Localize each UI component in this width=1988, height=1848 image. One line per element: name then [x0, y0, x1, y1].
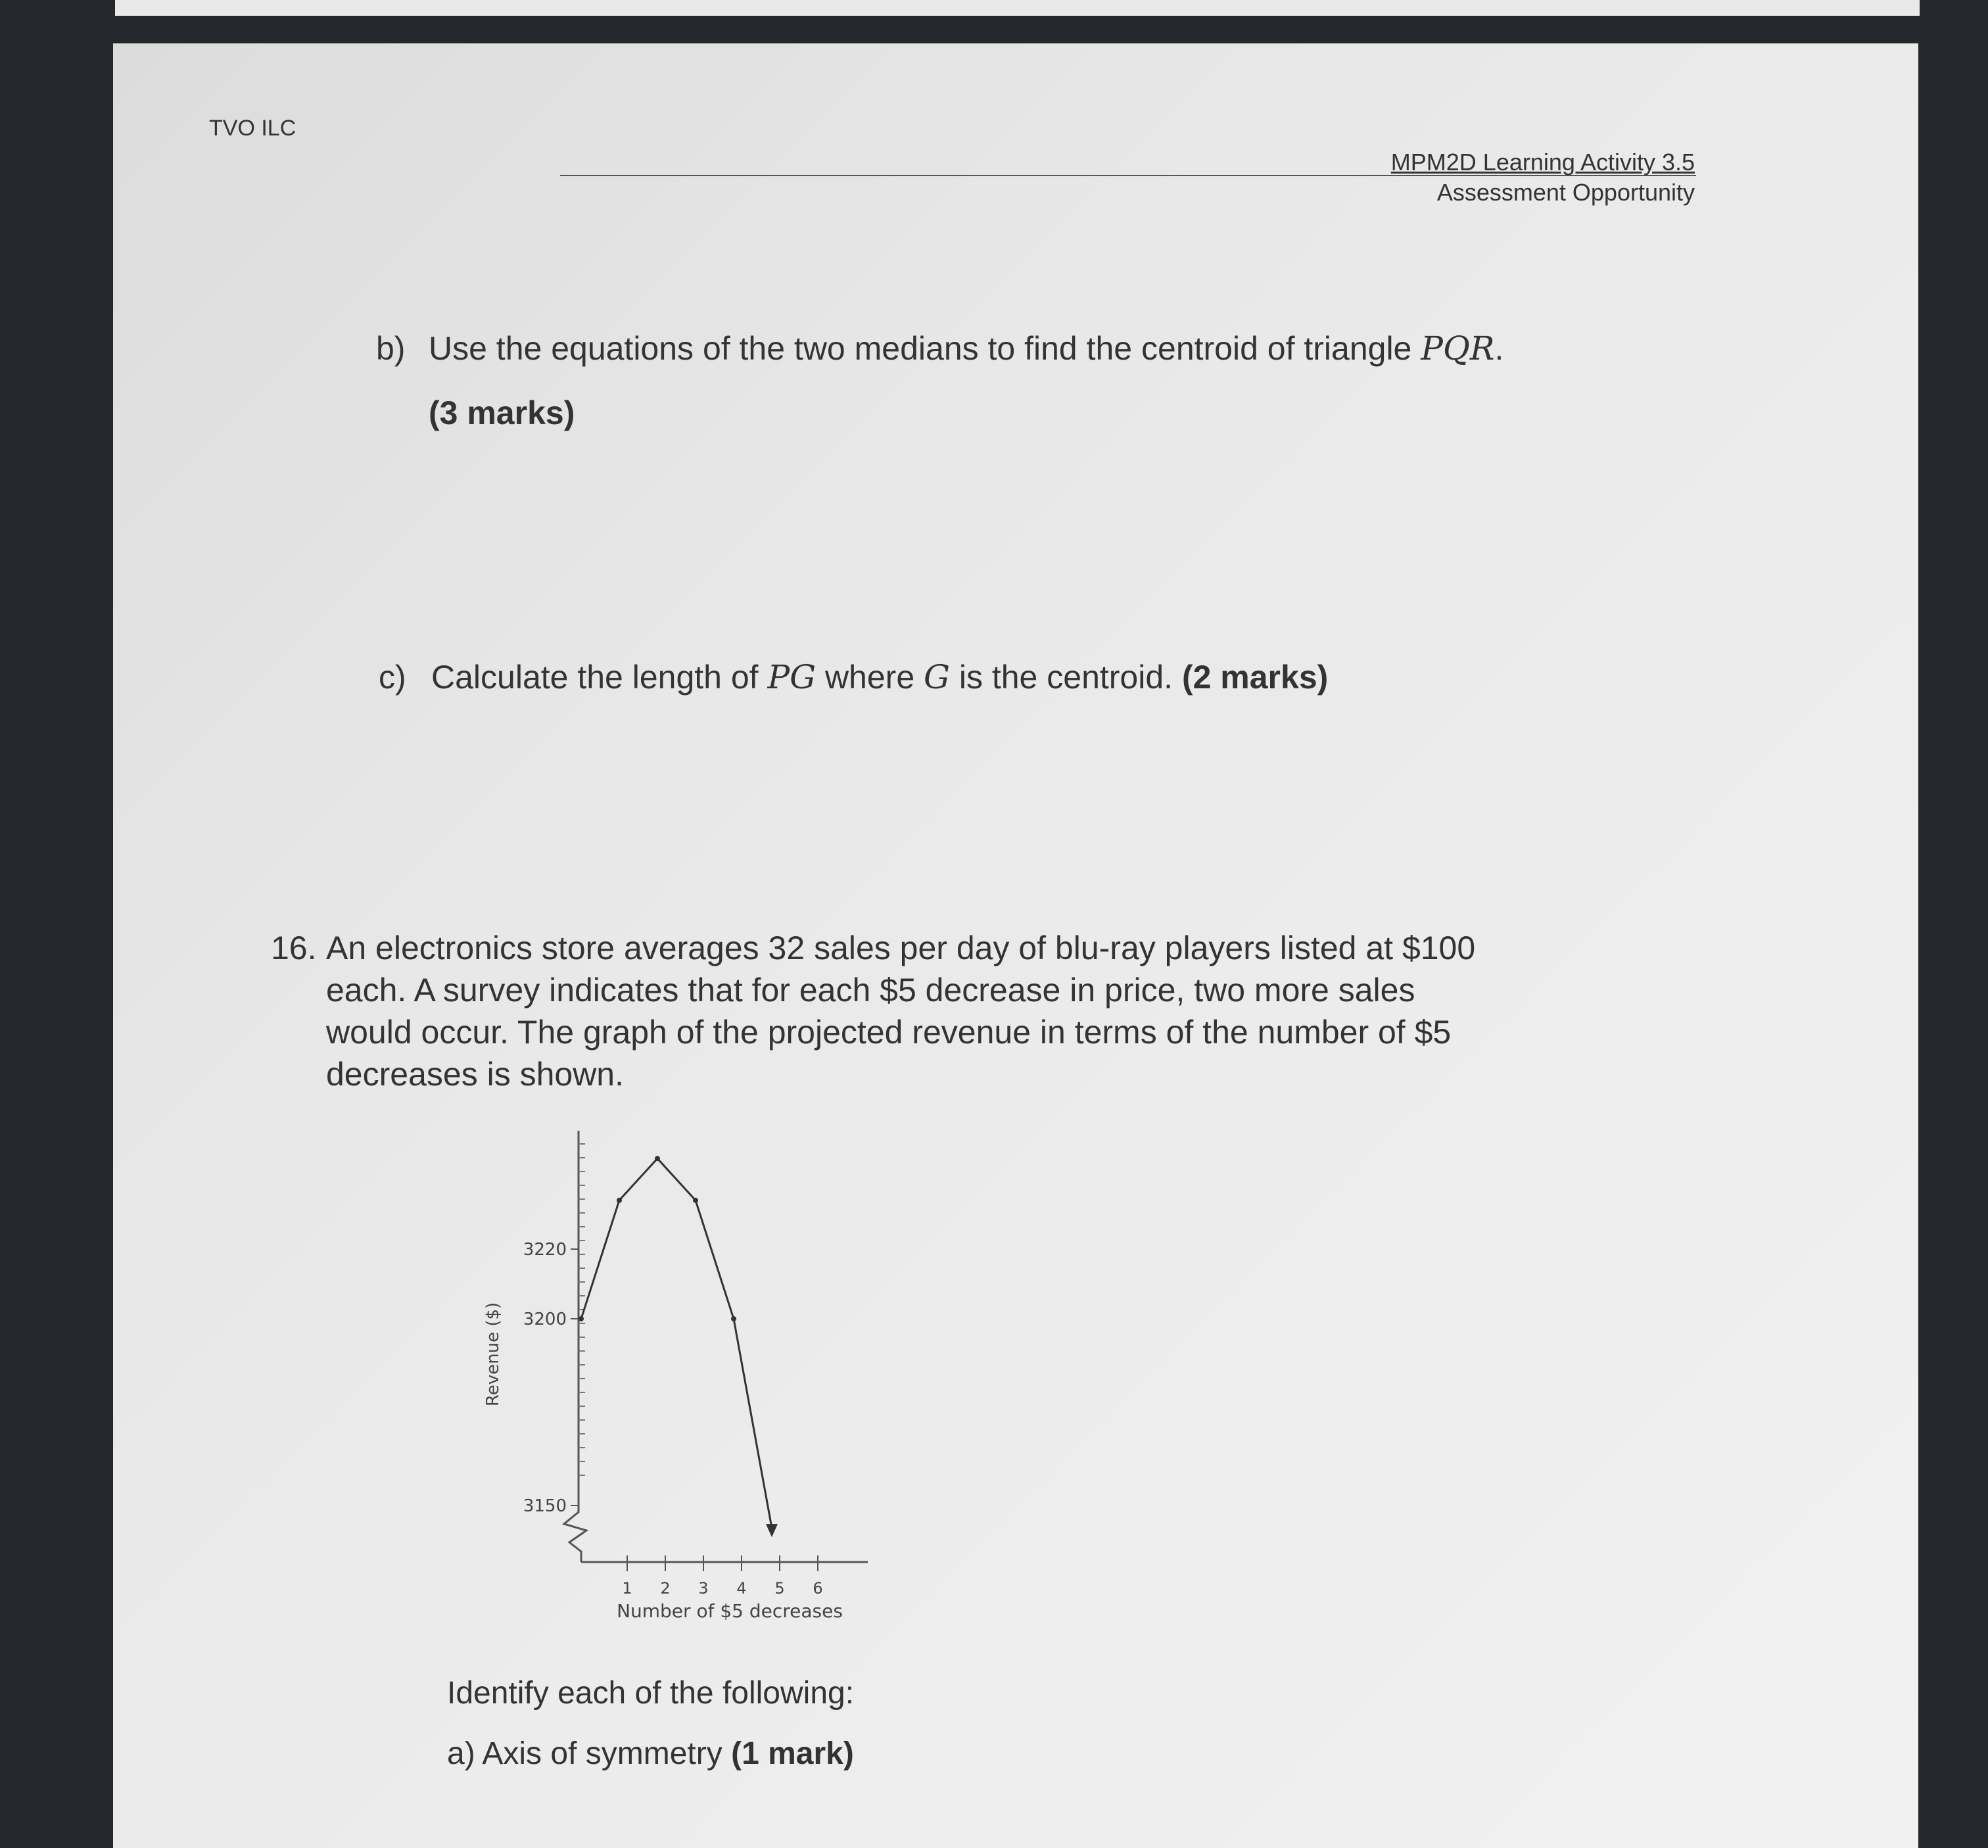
part-c-label: c) — [379, 659, 406, 696]
x-tick-label: 2 — [660, 1579, 671, 1598]
question-16-line: each. A survey indicates that for each $5 decrease in price, two more sales — [326, 972, 1415, 1008]
identify-prompt: Identify each of the following: — [447, 1676, 855, 1711]
question-16-line: decreases is shown. — [326, 1056, 625, 1093]
data-point — [693, 1198, 698, 1203]
part-c-marks: (2 marks) — [1181, 659, 1329, 696]
x-tick-label: 4 — [736, 1579, 747, 1598]
revenue-series-line — [581, 1158, 772, 1528]
part-c-text1: Calculate the length of — [431, 659, 768, 696]
part-b-marks-line — [429, 392, 575, 434]
part-c-math2: G — [924, 658, 950, 696]
data-point — [731, 1316, 736, 1321]
question-16-number: 16. — [271, 930, 317, 966]
data-point — [655, 1156, 660, 1161]
y-tick-label: 3220 — [523, 1240, 567, 1260]
x-tick-label: 1 — [622, 1579, 632, 1598]
revenue-chart — [460, 1118, 920, 1630]
question-16-line: An electronics store averages 32 sales per day of blu-ray players listed at $100 — [326, 930, 1476, 966]
y-axis-break — [564, 1486, 586, 1562]
x-axis-label: Number of $5 decreases — [617, 1600, 843, 1622]
part-b-end: . — [1494, 330, 1504, 367]
y-axis-label: Revenue ($) — [483, 1302, 503, 1407]
header-right — [1249, 147, 1695, 208]
y-tick-label: 3200 — [523, 1310, 567, 1329]
part-b-question — [376, 327, 1503, 369]
x-tick-label: 5 — [774, 1579, 785, 1598]
part-a-text: Axis of symmetry — [482, 1736, 732, 1771]
part-c-math1: PG — [767, 658, 816, 696]
part-b-text: Use the equations of the two medians to find the centroid of triangle — [429, 330, 1421, 367]
part-b-label: b) — [376, 330, 406, 367]
data-point — [579, 1316, 584, 1321]
data-point — [617, 1198, 622, 1203]
part-b-marks: (3 marks) — [429, 394, 575, 431]
part-b-math: PQR — [1421, 329, 1495, 367]
header-course: MPM2D Learning Activity 3.5 — [1390, 149, 1695, 176]
y-tick-label: 3150 — [523, 1496, 567, 1516]
part-a-label: a) — [447, 1736, 475, 1771]
question-16-body — [326, 927, 1733, 1095]
part-c-text2: where — [816, 659, 924, 696]
series-arrow-head — [766, 1524, 778, 1537]
header-assessment: Assessment Opportunity — [1436, 179, 1695, 206]
part-c-question — [379, 656, 1328, 698]
header-left: TVO ILC — [209, 116, 296, 141]
part-a-axis-of-symmetry — [447, 1736, 854, 1772]
part-a-marks: (1 mark) — [731, 1736, 854, 1771]
part-c-text3: is the centroid. — [949, 659, 1182, 696]
x-tick-label: 6 — [813, 1579, 823, 1598]
previous-page-edge — [115, 0, 1920, 16]
x-tick-label: 3 — [698, 1579, 709, 1598]
question-16-line: would occur. The graph of the projected revenue in terms of the number of $5 — [326, 1014, 1452, 1051]
